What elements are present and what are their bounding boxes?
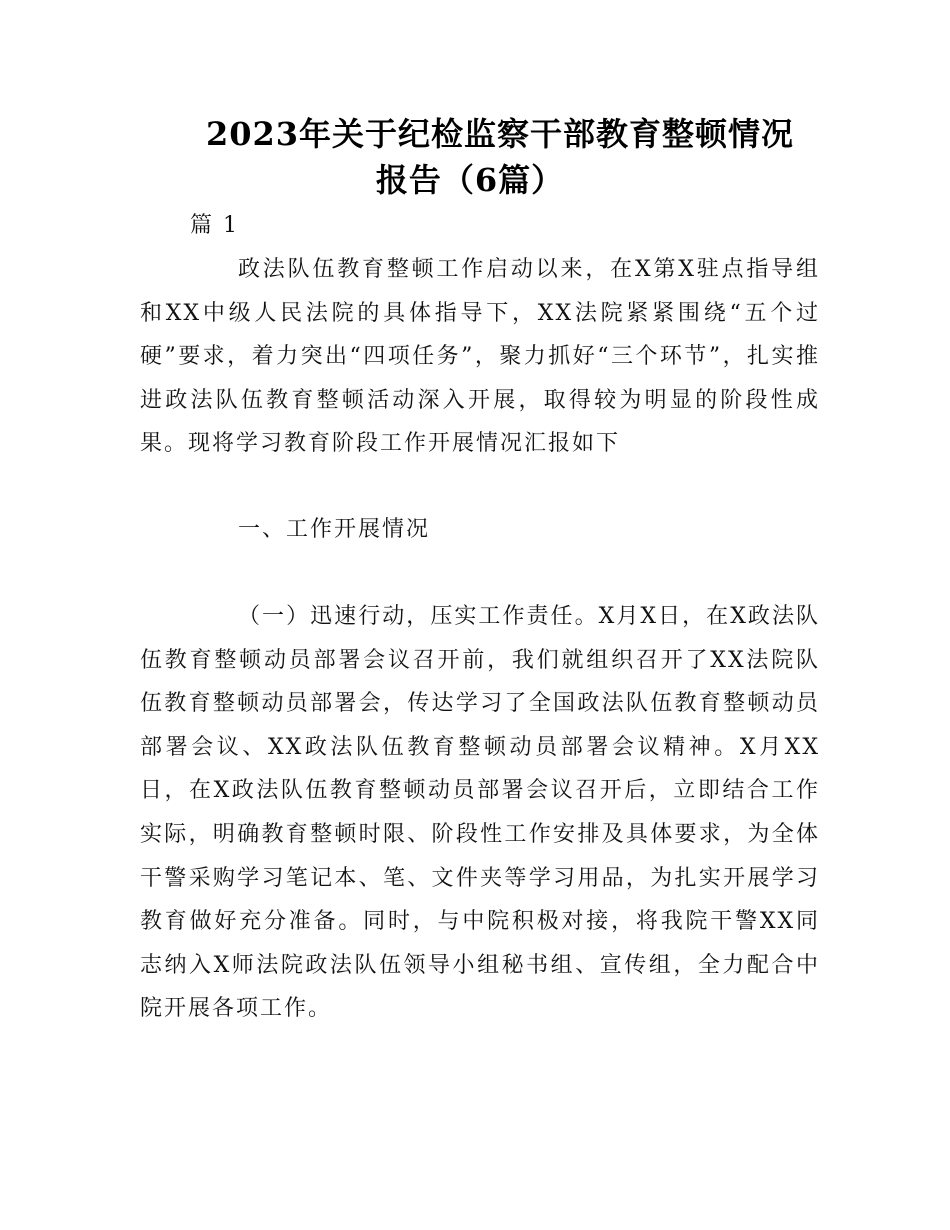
paragraph-rapid-action: （一）迅速行动，压实工作责任。X月X日，在X政法队伍教育整顿动员部署会议召开前，我们就组织召开了XX法院队伍教育整顿动员部署会，传达学习了全国政法队伍教育整顿动员部署会议、XX政法队伍教育整顿动员部署会议精神。X月XX日，在X政法队伍教育整顿动员部署会议召开后，立即结合工作实际，明确教育整顿时限、阶段性工作安排及具体要求，为全体干警采购学习笔记本、笔、文件夹等学习用品，为扎实开展学习教育做好充分准备。同时，与中院积极对接，将我院干警XX同志纳入X师法院政法队伍领导小组秘书组、宣传组，全力配合中院开展各项工作。 (140, 604, 820, 1022)
section-label: 篇 1 (190, 213, 239, 238)
section-heading-work-status: 一、工作开展情况 (238, 517, 431, 542)
paragraph-intro: 政法队伍教育整顿工作启动以来，在X第X驻点指导组和XX中级人民法院的具体指导下，XX法院紧紧围绕“五个过硬”要求，着力突出“四项任务”，聚力抓好“三个环节”，扎实推进政法队伍教育整顿活动深入开展，取得较为明显的阶段性成果。现将学习教育阶段工作开展情况汇报如下 (140, 257, 820, 457)
document-title-line-2: 报告（6篇） (375, 161, 565, 199)
document-title-line-1: 2023年关于纪检监察干部教育整顿情况 (205, 115, 795, 153)
